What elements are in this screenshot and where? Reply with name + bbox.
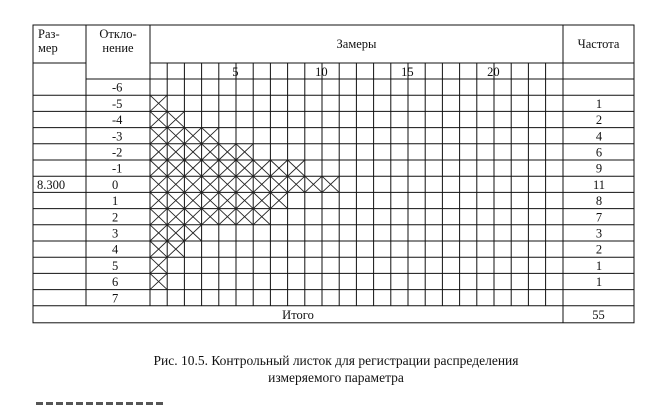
tally-cross	[167, 160, 184, 176]
deviation-value: -5	[112, 96, 123, 111]
scale-tick-label: 15	[401, 65, 414, 79]
tally-cross	[150, 225, 167, 241]
tally-cross	[167, 111, 184, 127]
tally-cross	[150, 128, 167, 144]
deviation-value: 7	[112, 291, 119, 306]
frequency-value: 2	[595, 113, 603, 128]
tally-cross	[202, 192, 219, 208]
tally-cross	[184, 128, 201, 144]
tally-cross	[167, 176, 184, 192]
size-column-header: Раз-	[38, 27, 60, 41]
tally-cross	[202, 160, 219, 176]
tally-cross	[253, 176, 270, 192]
tally-cross	[236, 192, 253, 208]
tally-cross	[167, 128, 184, 144]
figure-caption-line-2: измеряемого параметра	[268, 370, 404, 385]
size-value: 8.300	[37, 177, 66, 192]
frequency-value: 9	[595, 161, 603, 176]
frequency-value: 1	[595, 96, 603, 111]
tally-cross	[236, 176, 253, 192]
tally-cross	[150, 192, 167, 208]
tally-cross	[288, 160, 305, 176]
tally-cross	[236, 209, 253, 225]
tally-cross	[288, 176, 305, 192]
frequency-value: 1	[595, 258, 603, 273]
deviation-column-header: Откло-	[99, 27, 137, 41]
tally-cross	[219, 209, 236, 225]
scale-tick-label: 10	[315, 65, 328, 79]
tally-cross	[150, 111, 167, 127]
frequency-value: 3	[595, 226, 603, 241]
tally-cross	[202, 128, 219, 144]
tally-cross	[184, 225, 201, 241]
tally-cross	[150, 257, 167, 273]
deviation-value: -1	[112, 161, 123, 176]
deviation-value: 1	[112, 194, 119, 209]
tally-cross	[270, 160, 287, 176]
frequency-value: 2	[595, 242, 603, 257]
tally-cross	[150, 160, 167, 176]
frequency-column-header: Частота	[577, 37, 620, 51]
deviation-value: -2	[112, 145, 123, 160]
tally-cross	[219, 192, 236, 208]
tally-cross	[167, 225, 184, 241]
frequency-value: 1	[595, 275, 603, 290]
tally-cross	[167, 241, 184, 257]
deviation-column-header: нение	[102, 41, 134, 55]
frequency-value: 6	[595, 145, 603, 160]
frequency-value: 4	[595, 129, 603, 144]
tally-cross	[219, 144, 236, 160]
tally-cross	[150, 95, 167, 111]
tally-cross	[322, 176, 339, 192]
deviation-value: 0	[112, 177, 119, 192]
tally-cross	[150, 176, 167, 192]
tally-cross	[253, 192, 270, 208]
tally-cross	[184, 192, 201, 208]
deviation-value: -4	[112, 113, 123, 128]
tally-cross	[150, 241, 167, 257]
table-grid-lines	[33, 25, 634, 323]
scale-tick-label: 5	[232, 65, 239, 79]
figure-caption-line-1: Рис. 10.5. Контрольный листок для регистрации распределения	[153, 353, 519, 368]
tally-cross	[202, 144, 219, 160]
deviation-value: 3	[112, 226, 119, 241]
tally-cross	[184, 176, 201, 192]
cropped-next-line	[36, 398, 186, 407]
tally-cross	[236, 160, 253, 176]
tally-cross	[167, 144, 184, 160]
frequency-value: 11	[592, 177, 606, 192]
tally-cross	[253, 160, 270, 176]
deviation-value: 2	[112, 210, 119, 225]
table-text	[37, 27, 620, 322]
tally-cross	[270, 176, 287, 192]
size-column-header: мер	[38, 41, 58, 55]
tally-cross	[150, 144, 167, 160]
deviation-value: -6	[112, 80, 123, 95]
tally-cross	[270, 192, 287, 208]
tally-cross	[167, 209, 184, 225]
deviation-value: 5	[112, 258, 119, 273]
tally-cross	[236, 144, 253, 160]
tally-cross	[167, 192, 184, 208]
total-label: Итого	[282, 307, 314, 322]
scale-tick-label: 20	[487, 65, 500, 79]
tally-cross	[184, 144, 201, 160]
tally-cross	[202, 176, 219, 192]
tally-cross	[305, 176, 322, 192]
tally-cross	[202, 209, 219, 225]
frequency-value: 7	[595, 210, 603, 225]
table-frame	[33, 25, 634, 323]
tally-cross	[253, 209, 270, 225]
tally-cross	[219, 176, 236, 192]
frequency-value: 8	[595, 194, 603, 209]
tally-cross	[184, 209, 201, 225]
tally-cross	[184, 160, 201, 176]
deviation-value: 6	[112, 275, 119, 290]
tally-cross	[219, 160, 236, 176]
tally-cross	[150, 209, 167, 225]
tally-cross	[150, 273, 167, 289]
measurements-column-header: Замеры	[336, 37, 377, 51]
deviation-value: 4	[112, 242, 119, 257]
deviation-value: -3	[112, 129, 123, 144]
total-value: 55	[592, 307, 605, 322]
